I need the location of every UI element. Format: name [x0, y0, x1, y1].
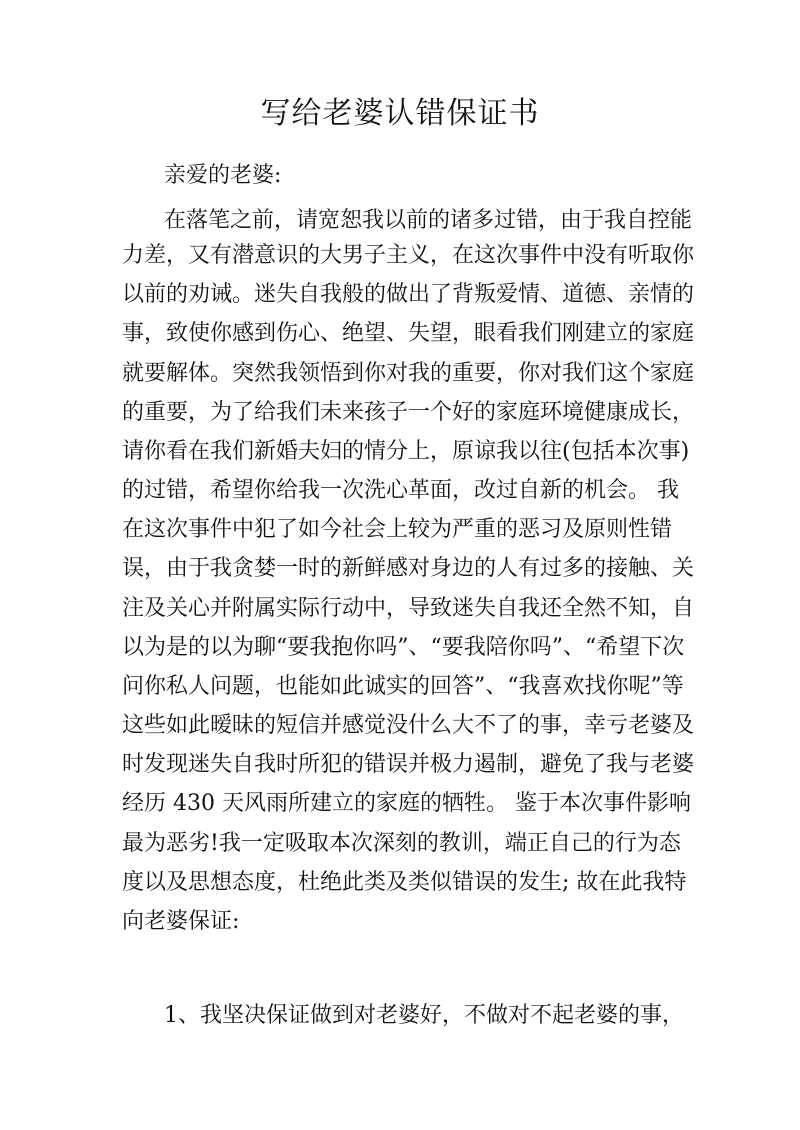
body-line: 事，致使你感到伤心、绝望、失望，眼看我们刚建立的家庭 [122, 321, 695, 346]
body-line: 这些如此暧昧的短信并感觉没什么大不了的事，幸亏老婆及 [122, 713, 695, 738]
body-line: 在这次事件中犯了如今社会上较为严重的恶习及原则性错 [122, 517, 673, 542]
document-title: 写给老婆认错保证书 [260, 96, 540, 131]
body-line: 向老婆保证: [122, 909, 240, 934]
body-line: 的过错，希望你给我一次洗心革面，改过自新的机会。 我 [122, 478, 679, 503]
body-line: 误，由于我贪婪一时的新鲜感对身边的人有过多的接触、关 [122, 556, 695, 581]
body-line: 在落笔之前，请宽恕我以前的诸多过错，由于我自控能 [164, 208, 693, 233]
greeting-line: 亲爱的老婆: [164, 163, 282, 188]
body-line: 以为是的以为聊“要我抱你吗”、“要我陪你吗”、“希望下次 [122, 635, 685, 660]
body-line: 时发现迷失自我时所犯的错误并极力遏制，避免了我与老婆 [122, 752, 695, 777]
body-line: 力差，又有潜意识的大男子主义，在这次事件中没有听取你 [122, 243, 695, 268]
body-line: 请你看在我们新婚夫妇的情分上，原谅我以往(包括本次事) [122, 439, 690, 464]
body-line: 问你私人问题，也能如此诚实的回答”、“我喜欢找你呢”等 [122, 674, 684, 699]
body-line: 以前的劝诫。迷失自我般的做出了背叛爱情、道德、亲情的 [122, 282, 695, 307]
body-line: 就要解体。突然我领悟到你对我的重要，你对我们这个家庭 [122, 361, 695, 386]
body-line: 的重要，为了给我们未来孩子一个好的家庭环境健康成长， [122, 400, 695, 425]
body-line: 经历 430 天风雨所建立的家庭的牺牲。 鉴于本次事件影响 [122, 791, 691, 816]
body-line: 度以及思想态度，杜绝此类及类似错误的发生; 故在此我特 [122, 870, 687, 895]
pledge-item: 1、我坚决保证做到对老婆好，不做对不起老婆的事， [164, 1003, 684, 1028]
body-line: 最为恶劣!我一定吸取本次深刻的教训，端正自己的行为态 [122, 831, 681, 856]
body-line: 注及关心并附属实际行动中，导致迷失自我还全然不知，自 [122, 596, 695, 621]
